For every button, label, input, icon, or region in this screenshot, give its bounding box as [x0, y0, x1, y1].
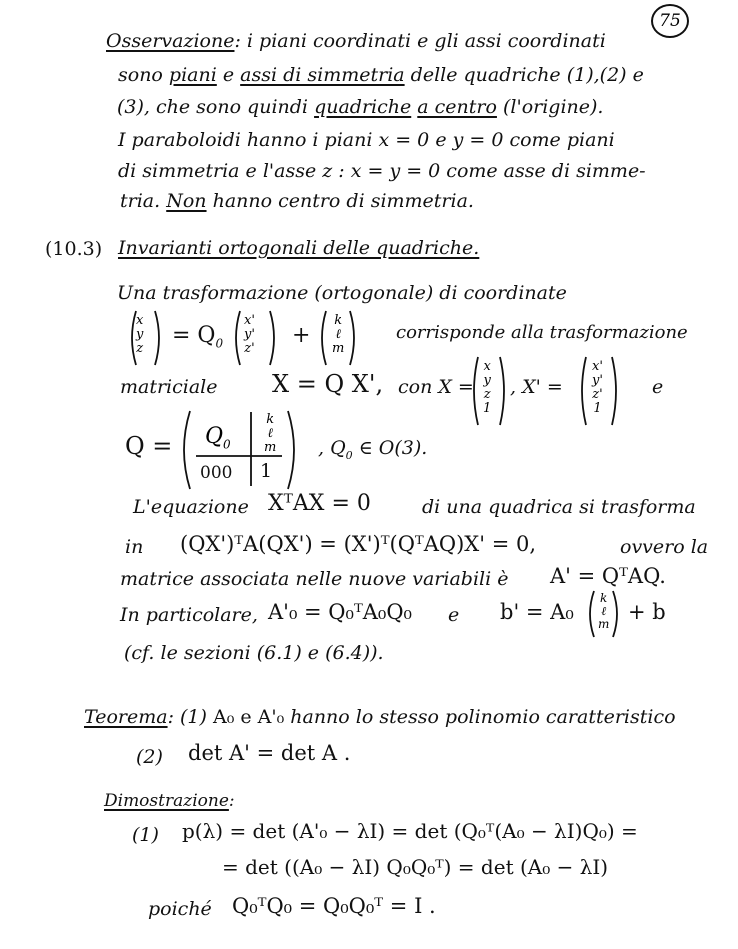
body-line-1: Una trasformazione (ortogonale) di coordinate	[117, 282, 567, 304]
eq1-lhs-vector	[136, 314, 143, 356]
eq1-mid-y: y'	[244, 327, 255, 342]
Q-tl: Q	[205, 424, 224, 449]
obs-l3b: quadriche	[314, 96, 412, 118]
body-line-3a: L'equazione	[133, 496, 249, 518]
eq1-mid-paren-close	[268, 310, 278, 366]
eq1-t-l: ℓ	[335, 327, 341, 342]
X-vec-x: x	[483, 359, 491, 374]
body-line-5a: matrice associata nelle nuove variabili è	[120, 568, 509, 590]
obs-l3a: (3), che sono quindi	[117, 96, 309, 118]
b-vec-paren-open	[586, 590, 596, 638]
obs-l6b: Non	[166, 190, 207, 212]
Q-paren-close	[286, 410, 300, 490]
thm-l1a: : (1)	[167, 706, 207, 728]
eq1-mid-vector	[244, 314, 255, 356]
body-line-4c: ovvero la	[620, 536, 709, 558]
obs-l3d: (l'origine).	[502, 96, 604, 118]
eq1-t-m: m	[332, 341, 345, 356]
eq1-lhs-y: y	[136, 327, 144, 342]
eq1-t-paren-close	[348, 310, 358, 366]
Q-after2: ∈ O(3).	[358, 437, 428, 459]
theorem-line-2a: (2)	[136, 746, 163, 768]
section-title: Invarianti ortogonali delle quadriche.	[118, 237, 480, 259]
proof-line-1a: (1)	[132, 824, 159, 846]
Xprime-vector	[592, 360, 603, 416]
eq1-lhs-x: x	[136, 313, 144, 328]
eq1-equals-Q	[172, 325, 223, 354]
body-line-5b: A' = QᵀAQ.	[550, 564, 666, 588]
Xp-vec-1: 1	[593, 401, 602, 416]
eq1-t-paren-open	[318, 310, 328, 366]
body-line-6c: e	[448, 604, 460, 626]
eq1-mid-x: x'	[244, 313, 255, 328]
body-line-7: (cf. le sezioni (6.1) e (6.4)).	[124, 642, 384, 664]
body-line-6d: b' = A₀	[500, 600, 574, 624]
obs-l6a: tria.	[120, 190, 161, 212]
obs-l2d: assi di simmetria	[240, 64, 405, 86]
Xp-vec-z: z'	[592, 387, 603, 402]
body-line-6b: A'₀ = Q₀ᵀA₀Q₀	[268, 600, 412, 624]
body-line-2e: e	[652, 376, 664, 398]
Xp-vec-x: x'	[592, 359, 603, 374]
observation-line-1	[106, 30, 606, 52]
thm-l1b: A₀ e A'₀	[212, 706, 285, 728]
X-vec-paren-close	[498, 356, 508, 426]
theorem-label: Teorema	[84, 706, 168, 728]
body-line-3c: di una quadrica si trasforma	[422, 496, 696, 518]
section-number: (10.3)	[45, 238, 103, 260]
Q-bottom-left: 000	[200, 463, 233, 483]
body-line-6a: In particolare,	[120, 604, 258, 626]
proof-line-2: = det ((A₀ − λI) Q₀Q₀ᵀ) = det (A₀ − λI)	[222, 855, 609, 879]
Xp-vec-paren-close	[610, 356, 620, 426]
proof-label: Dimostrazione	[104, 791, 229, 811]
obs-l6c: hanno centro di simmetria.	[212, 190, 474, 212]
obs-l2a: sono	[118, 64, 163, 86]
body-line-4b: (QX')ᵀA(QX') = (X')ᵀ(QᵀAQ)X' = 0,	[180, 532, 537, 556]
body-line-2b: X = Q X',	[272, 370, 384, 398]
proof-line-3a: poiché	[148, 898, 212, 920]
thm-l1c: hanno lo stesso polinomio caratteristico	[290, 706, 676, 728]
observation-text-1: : i piani coordinati e gli assi coordinati	[234, 30, 606, 52]
obs-l3c: a centro	[417, 96, 497, 118]
page-number-text: 75	[659, 11, 681, 31]
Q-label: Q =	[125, 432, 173, 460]
eq1-mid-paren-open	[232, 310, 242, 366]
body-line-6e: + b	[628, 600, 666, 624]
observation-line-4: I paraboloidi hanno i piani x = 0 e y = 0 come piani	[118, 129, 615, 151]
proof-line-3b: Q₀ᵀQ₀ = Q₀Q₀ᵀ = I .	[232, 894, 436, 918]
Q-bottom-right: 1	[260, 460, 273, 482]
Q-tr-m: m	[264, 440, 277, 455]
Q-paren-open	[178, 410, 192, 490]
eq1-text: corrisponde alla trasformazione	[396, 322, 688, 343]
X-vec-z: z	[483, 387, 491, 402]
X-vector	[483, 360, 491, 416]
obs-l2e: delle quadriche (1),(2) e	[410, 64, 644, 86]
Q-tr-l: ℓ	[267, 426, 273, 441]
proof-heading	[104, 790, 235, 812]
eq1-left-paren-close	[153, 310, 163, 366]
Q0-in-O3	[318, 437, 427, 467]
eq1-lhs-z: z	[136, 341, 144, 356]
page-number	[651, 4, 689, 38]
obs-l2c: e	[222, 64, 235, 86]
body-line-3b: XᵀAX = 0	[268, 491, 371, 516]
observation-line-5: di simmetria e l'asse z : x = y = 0 come asse di simme-	[118, 160, 646, 182]
observation-line-6	[120, 190, 474, 212]
eq1-t-k: k	[334, 313, 343, 328]
eq1-mid-z: z'	[244, 341, 255, 356]
observation-line-2	[118, 64, 644, 86]
Xp-vec-paren-open	[578, 356, 588, 426]
b-vec-paren-close	[611, 590, 621, 638]
b-vec-m: m	[598, 617, 610, 631]
X-vec-y: y	[483, 373, 491, 388]
obs-l2b: piani	[168, 64, 217, 86]
eq1-plus: +	[292, 323, 311, 348]
body-line-2d: , X' =	[510, 376, 563, 398]
eq1-translation-vector	[332, 314, 344, 356]
Q-tl-sub: 0	[223, 437, 231, 452]
theorem-line-2b: det A' = det A .	[188, 741, 351, 765]
b-vec-k: k	[600, 591, 608, 605]
proof-line-1b: p(λ) = det (A'₀ − λI) = det (Q₀ᵀ(A₀ − λI)Q₀) =	[182, 819, 638, 843]
Xp-vec-y: y'	[592, 373, 603, 388]
eq1-eq-text: = Q	[172, 323, 216, 348]
X-vec-1: 1	[483, 401, 492, 416]
b-translation-vector	[598, 592, 609, 631]
Q-after: , Q	[318, 437, 346, 459]
theorem-line-1	[84, 706, 676, 728]
X-vec-paren-open	[470, 356, 480, 426]
observation-line-3	[117, 96, 603, 118]
b-vec-l: ℓ	[601, 604, 607, 618]
body-line-4a: in	[125, 536, 144, 558]
eq1-eq-sub: 0	[215, 336, 224, 351]
proof-colon: :	[228, 791, 235, 811]
Q-after-sub: 0	[345, 448, 353, 462]
Q-tr-k: k	[266, 412, 275, 427]
body-line-2c: con X =	[398, 376, 474, 398]
observation-label: Osservazione	[106, 30, 235, 52]
body-line-2a: matriciale	[120, 376, 218, 398]
